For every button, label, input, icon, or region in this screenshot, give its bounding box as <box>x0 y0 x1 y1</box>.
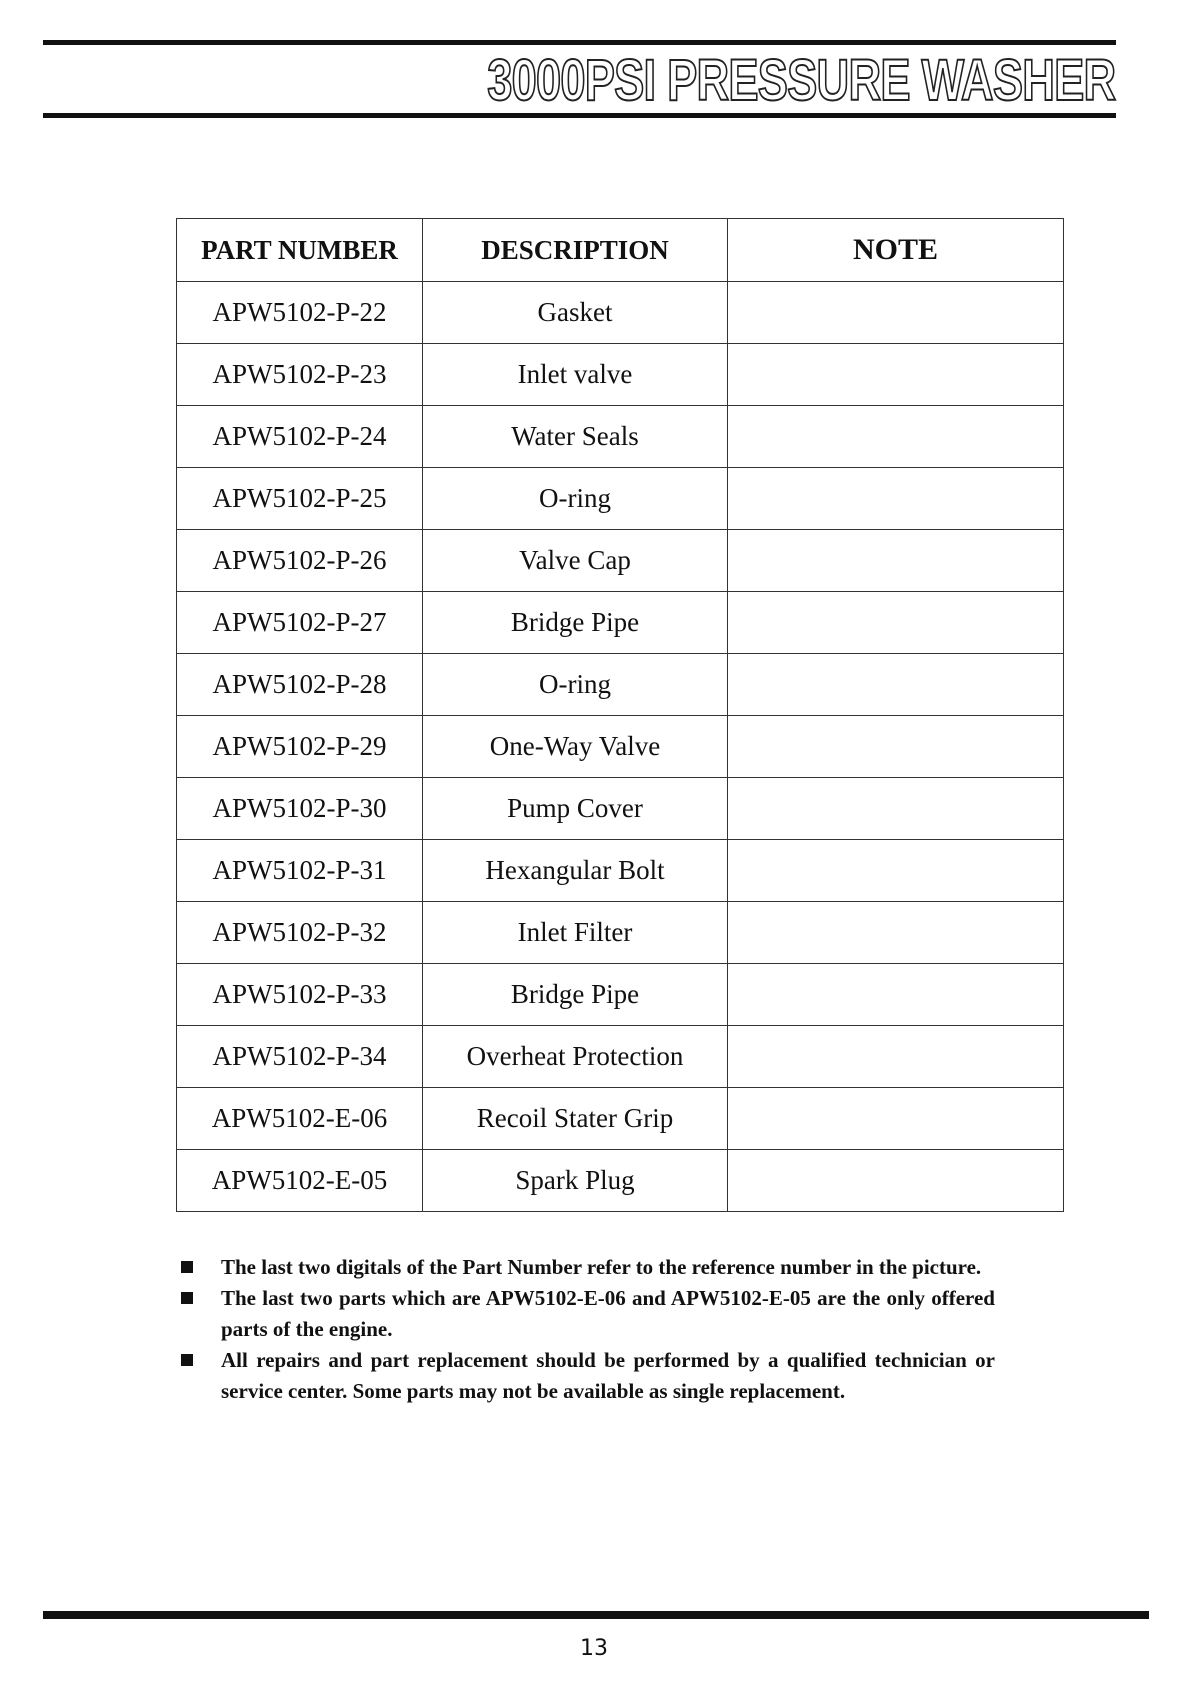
note-item <box>175 1252 995 1283</box>
page-number: 13 <box>580 1636 608 1661</box>
parts-table-body <box>177 282 1064 1212</box>
table-row <box>177 840 1064 902</box>
note-text: The last two parts which are APW5102-E-06 and APW5102-E-05 are the only offered parts of the engine. <box>221 1286 995 1341</box>
part-number-cell: APW5102-E-06 <box>177 1088 423 1150</box>
table-header-row <box>177 219 1064 282</box>
column-header-description: DESCRIPTION <box>423 219 728 282</box>
table-row <box>177 530 1064 592</box>
part-number-cell: APW5102-P-22 <box>177 282 423 344</box>
header-bottom-rule <box>43 113 1116 118</box>
table-row <box>177 964 1064 1026</box>
part-number-cell: APW5102-P-29 <box>177 716 423 778</box>
part-number-cell: APW5102-P-30 <box>177 778 423 840</box>
description-cell: Spark Plug <box>423 1150 728 1212</box>
part-number-cell: APW5102-P-34 <box>177 1026 423 1088</box>
part-number-cell: APW5102-P-33 <box>177 964 423 1026</box>
note-cell <box>728 468 1064 530</box>
description-cell: Water Seals <box>423 406 728 468</box>
note-cell <box>728 840 1064 902</box>
description-cell: Valve Cap <box>423 530 728 592</box>
square-bullet-icon <box>181 1354 193 1366</box>
table-row <box>177 1150 1064 1212</box>
note-text: The last two digitals of the Part Number refer to the reference number in the picture. <box>221 1255 982 1279</box>
description-cell: O-ring <box>423 654 728 716</box>
description-cell: Bridge Pipe <box>423 964 728 1026</box>
column-header-part-number: PART NUMBER <box>177 219 423 282</box>
part-number-cell: APW5102-P-27 <box>177 592 423 654</box>
note-cell <box>728 1026 1064 1088</box>
square-bullet-icon <box>181 1292 193 1304</box>
description-cell: Pump Cover <box>423 778 728 840</box>
part-number-cell: APW5102-P-24 <box>177 406 423 468</box>
note-cell <box>728 716 1064 778</box>
column-header-note: NOTE <box>728 219 1064 282</box>
note-item <box>175 1283 995 1345</box>
note-text: All repairs and part replacement should be performed by a qualified technician or service center. Some parts may not be available as single replacement. <box>221 1348 995 1403</box>
parts-table <box>176 218 1064 1212</box>
note-cell <box>728 964 1064 1026</box>
note-cell <box>728 778 1064 840</box>
part-number-cell: APW5102-E-05 <box>177 1150 423 1212</box>
table-row <box>177 282 1064 344</box>
note-cell <box>728 902 1064 964</box>
table-row <box>177 468 1064 530</box>
table-row <box>177 344 1064 406</box>
note-cell <box>728 654 1064 716</box>
note-cell <box>728 1088 1064 1150</box>
note-cell <box>728 344 1064 406</box>
note-cell <box>728 592 1064 654</box>
table-row <box>177 902 1064 964</box>
description-cell: Hexangular Bolt <box>423 840 728 902</box>
header-top-rule <box>43 40 1116 45</box>
description-cell: Inlet valve <box>423 344 728 406</box>
table-row <box>177 778 1064 840</box>
part-number-cell: APW5102-P-26 <box>177 530 423 592</box>
notes-list <box>175 1252 995 1407</box>
table-row <box>177 716 1064 778</box>
note-item <box>175 1345 995 1407</box>
description-cell: Recoil Stater Grip <box>423 1088 728 1150</box>
table-row <box>177 654 1064 716</box>
footer-rule <box>43 1611 1149 1619</box>
page-header-title: 3000PSI PRESSURE WASHER <box>486 48 1115 113</box>
note-cell <box>728 406 1064 468</box>
description-cell: Bridge Pipe <box>423 592 728 654</box>
note-cell <box>728 530 1064 592</box>
part-number-cell: APW5102-P-28 <box>177 654 423 716</box>
note-cell <box>728 1150 1064 1212</box>
part-number-cell: APW5102-P-25 <box>177 468 423 530</box>
table-row <box>177 406 1064 468</box>
description-cell: Gasket <box>423 282 728 344</box>
description-cell: O-ring <box>423 468 728 530</box>
table-row <box>177 1088 1064 1150</box>
part-number-cell: APW5102-P-23 <box>177 344 423 406</box>
table-row <box>177 592 1064 654</box>
description-cell: Inlet Filter <box>423 902 728 964</box>
part-number-cell: APW5102-P-31 <box>177 840 423 902</box>
description-cell: Overheat Protection <box>423 1026 728 1088</box>
part-number-cell: APW5102-P-32 <box>177 902 423 964</box>
note-cell <box>728 282 1064 344</box>
square-bullet-icon <box>181 1261 193 1273</box>
description-cell: One-Way Valve <box>423 716 728 778</box>
table-row <box>177 1026 1064 1088</box>
